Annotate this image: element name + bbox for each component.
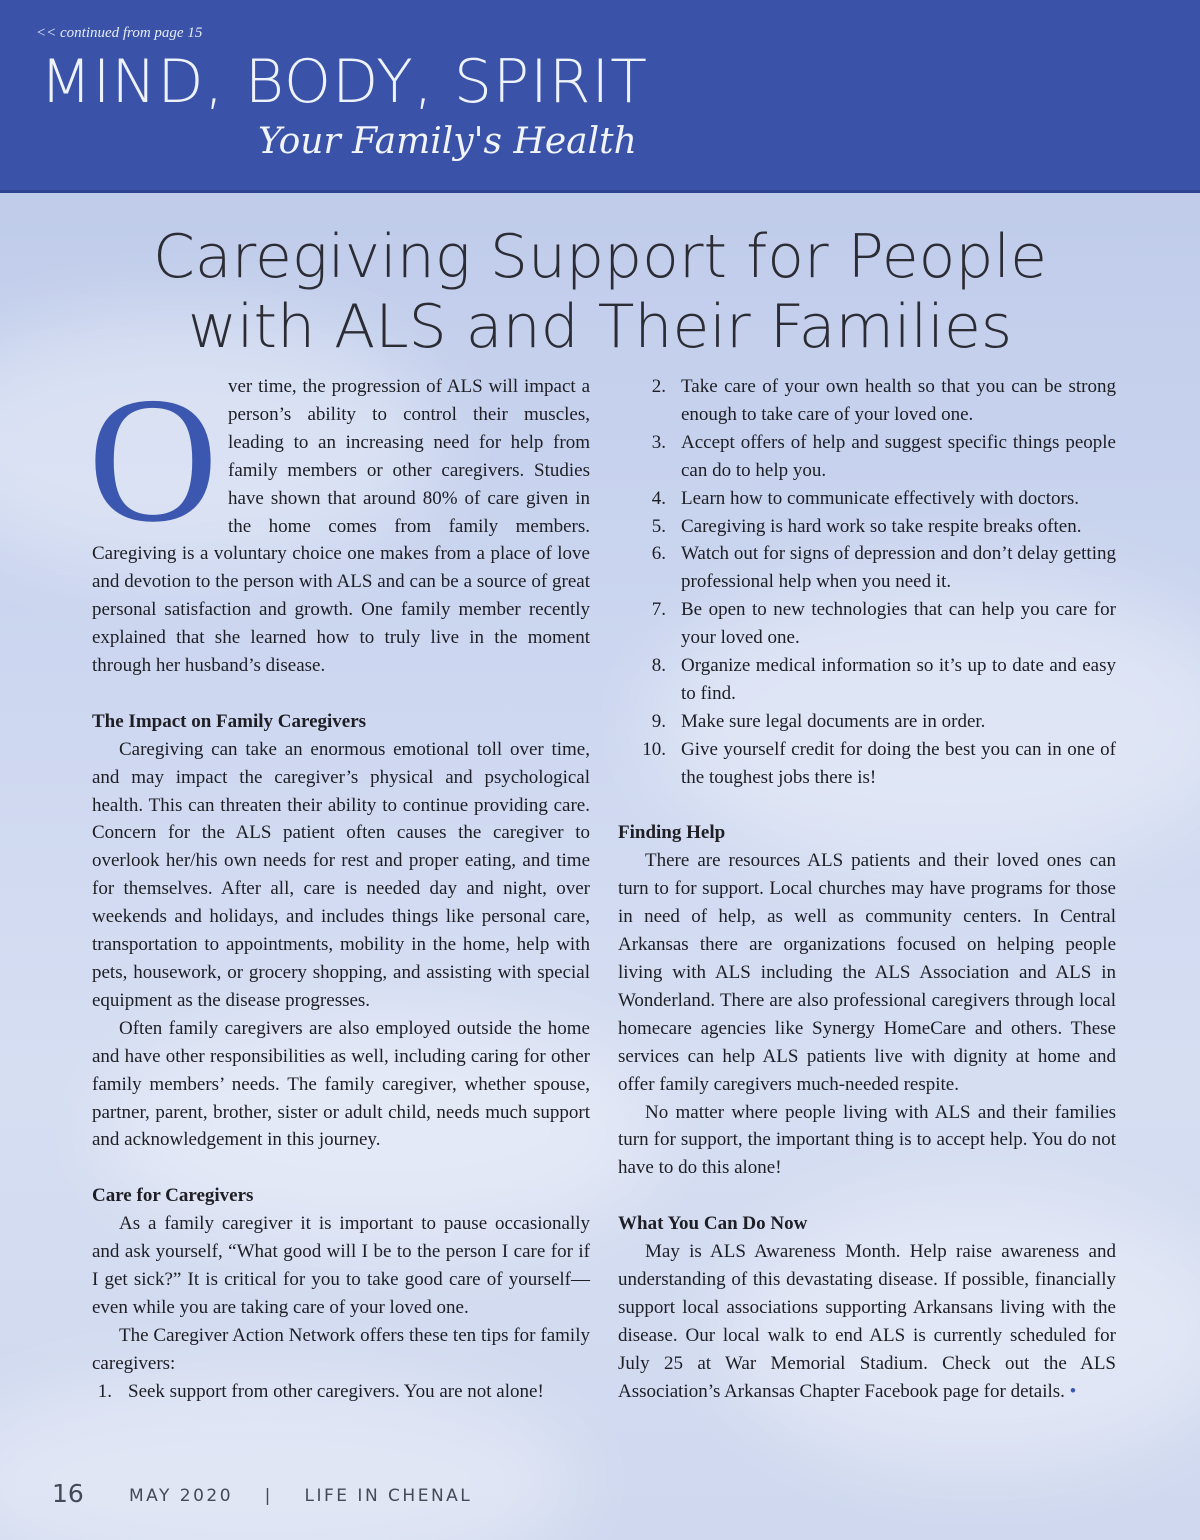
article-title-line-2: with ALS and Their Families xyxy=(187,292,1013,362)
tip-item xyxy=(618,652,1116,708)
tip-text: Learn how to communicate effectively with doctors. xyxy=(681,487,1079,509)
finding-help-paragraph-1: There are resources ALS patients and their loved ones can turn to for support. Local churches may have programs for those in need of help, as well as community centers. In Central Arkansas there are organizations focused on helping people living with ALS including the ALS Association and ALS in Wonderland. There are also professional caregivers through local homecare agencies like Synergy HomeCare and others. These services can help ALS patients live with dignity at home and offer family caregivers much-needed respite. xyxy=(618,850,1116,1095)
tip-item xyxy=(618,485,1116,513)
finding-help-heading: Finding Help xyxy=(618,822,726,844)
page-number: 16 xyxy=(52,1479,84,1508)
tip-item xyxy=(618,596,1116,652)
tip-number: 1. xyxy=(97,1380,112,1402)
intro-paragraph xyxy=(88,360,590,680)
article-title-line-1: Caregiving Support for People xyxy=(152,222,1048,292)
finding-help-paragraph-2: No matter where people living with ALS and their families turn for support, the important thing is to accept help. You do not have to do this alone! xyxy=(618,1101,1116,1179)
what-you-can-do-text: May is ALS Awareness Month. Help raise awareness and understanding of this devastating disease. If possible, financially support local associations supporting Arkansans living with the disease. Our local walk to end ALS is currently scheduled for July 25 at War Memorial Stadium. Check out the ALS Association’s Arkansas Chapter Facebook page for details. xyxy=(618,1241,1116,1402)
tip-text: Make sure legal documents are in order. xyxy=(681,710,986,732)
tip-text: Organize medical information so it’s up to date and easy to find. xyxy=(681,655,1116,704)
tip-number: 3. xyxy=(651,431,666,453)
care-paragraph-1: As a family caregiver it is important to pause occasionally and ask yourself, “What good will I be to the person I care for if I get sick?” It is critical for you to take good care of yourself—even while you are taking care of your loved one. xyxy=(92,1213,590,1318)
impact-paragraph-2: Often family caregivers are also employed outside the home and have other responsibilities as well, including caring for other family members’ needs. The family caregiver, whether spouse, partner, parent, brother, sister or adult child, needs much support and acknowledgement in this journey. xyxy=(92,1017,590,1151)
section-subtitle: Your Family's Health xyxy=(258,121,637,162)
tip-number: 2. xyxy=(651,376,666,397)
footer-issue-line xyxy=(129,1486,472,1506)
tip-number: 4. xyxy=(651,487,666,509)
article-title xyxy=(40,222,1160,362)
continued-note: << continued from page 15 xyxy=(36,25,203,41)
tip-number: 6. xyxy=(651,543,666,565)
tip-number: 10. xyxy=(642,738,666,760)
what-you-can-do-paragraph xyxy=(618,1238,1116,1405)
tip-number: 7. xyxy=(651,599,666,621)
section-header xyxy=(0,0,1200,193)
tip-item xyxy=(92,1378,590,1406)
section-title: MIND, BODY, SPIRIT xyxy=(40,47,648,117)
tip-item xyxy=(618,429,1116,485)
care-paragraph-2: The Caregiver Action Network offers these ten tips for family caregivers: xyxy=(92,1324,590,1374)
drop-cap: O xyxy=(88,360,218,559)
tip-item xyxy=(618,736,1116,792)
tip-item xyxy=(618,373,1116,429)
tip-text: Give yourself credit for doing the best you can in one of the toughest jobs there is! xyxy=(681,738,1116,788)
footer-separator: | xyxy=(264,1486,273,1506)
tip-item xyxy=(618,540,1116,596)
tip-text: Take care of your own health so that you can be strong enough to take care of your loved one. xyxy=(681,376,1116,425)
intro-text: ver time, the progression of ALS will impact a person’s ability to control their muscles, leading to an increasing need for help from family members or other caregivers. Studies have shown that around 80% of care given in the home comes from family members. Caregiving is a voluntary choice one makes from a place of love and devotion to the person with ALS and can be a source of great personal satisfaction and growth. One family member recently explained that she learned how to truly live in the moment through her husband’s disease. xyxy=(92,376,590,677)
what-you-can-do-heading: What You Can Do Now xyxy=(618,1213,808,1235)
tip-text: Be open to new technologies that can help you care for your loved one. xyxy=(681,599,1116,649)
footer-publication: LIFE IN CHENAL xyxy=(304,1486,473,1506)
footer-issue: MAY 2020 xyxy=(129,1486,234,1506)
tips-list xyxy=(618,373,1116,792)
tip-text: Watch out for signs of depression and don’t delay getting professional help when you need it. xyxy=(681,543,1116,593)
tip-item xyxy=(618,513,1116,541)
article-column-right xyxy=(618,373,1116,1406)
tip-number: 9. xyxy=(651,710,666,732)
tip-text: Caregiving is hard work so take respite breaks often. xyxy=(681,515,1082,537)
tip-text: Accept offers of help and suggest specific things people can do to help you. xyxy=(681,431,1116,481)
impact-paragraph-1: Caregiving can take an enormous emotional toll over time, and may impact the caregiver’s physical and psychological health. This can threaten their ability to continue providing care. Concern for the ALS patient often causes the caregiver to overlook her/his own needs for rest and proper eating, and time for themselves. After all, care is needed day and night, over weekends and holidays, and includes things like personal care, transportation to appointments, mobility in the home, help with pets, housework, or grocery shopping, and assisting with special equipment as the disease progresses. xyxy=(92,738,590,1011)
tip-number: 8. xyxy=(651,655,666,677)
care-heading: Care for Caregivers xyxy=(92,1185,254,1207)
end-mark: • xyxy=(1069,1380,1077,1402)
tip-text: Seek support from other caregivers. You are not alone! xyxy=(128,1380,544,1402)
article-column-left xyxy=(88,360,590,1406)
tips-list-start xyxy=(92,1378,590,1406)
tip-item xyxy=(618,708,1116,736)
tip-number: 5. xyxy=(651,515,666,537)
impact-heading: The Impact on Family Caregivers xyxy=(92,710,367,732)
